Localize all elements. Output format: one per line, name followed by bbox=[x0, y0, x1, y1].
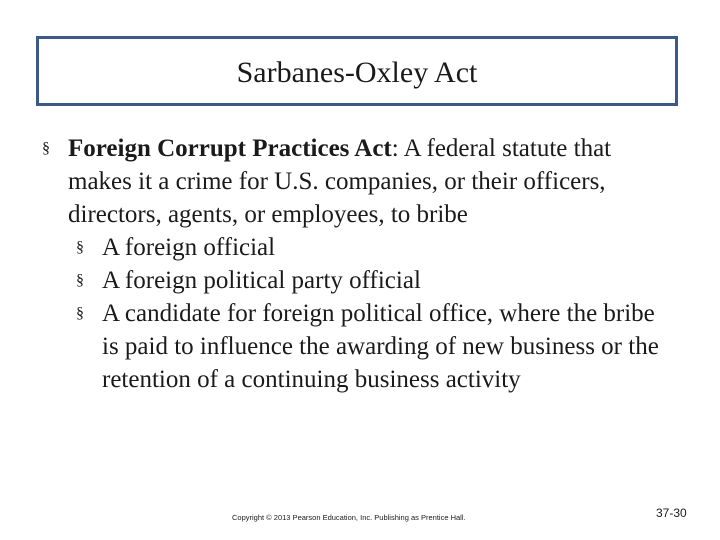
sub-bullet bbox=[76, 264, 682, 297]
defined-term: Foreign Corrupt Practices Act bbox=[68, 135, 392, 162]
page-number: 37-30 bbox=[656, 506, 687, 520]
bullet-marker: § bbox=[76, 239, 84, 256]
bullet-marker: § bbox=[76, 305, 84, 322]
slide-content bbox=[42, 132, 682, 396]
main-bullet-text bbox=[68, 132, 668, 231]
sub-bullet bbox=[76, 231, 682, 264]
bullet-marker: § bbox=[42, 140, 50, 157]
title-box bbox=[36, 36, 678, 106]
sub-bullet-list bbox=[76, 231, 682, 396]
bullet-marker: § bbox=[76, 272, 84, 289]
sub-bullet bbox=[76, 297, 682, 396]
sub-bullet-text: A candidate for foreign political office, where the bribe is paid to influence the awarding of new business or the retention of a continuing business activity bbox=[102, 300, 659, 393]
definition-text: : A federal statute that makes it a crime for U.S. companies, or their officers, directors, agents, or employees, to bribe bbox=[68, 135, 612, 228]
main-bullet bbox=[42, 132, 682, 231]
slide-title: Sarbanes-Oxley Act bbox=[236, 56, 478, 89]
copyright-notice: Copyright © 2013 Pearson Education, Inc. Publishing as Prentice Hall. bbox=[232, 513, 466, 522]
sub-bullet-text: A foreign official bbox=[102, 234, 276, 261]
sub-bullet-text: A foreign political party official bbox=[102, 267, 421, 294]
